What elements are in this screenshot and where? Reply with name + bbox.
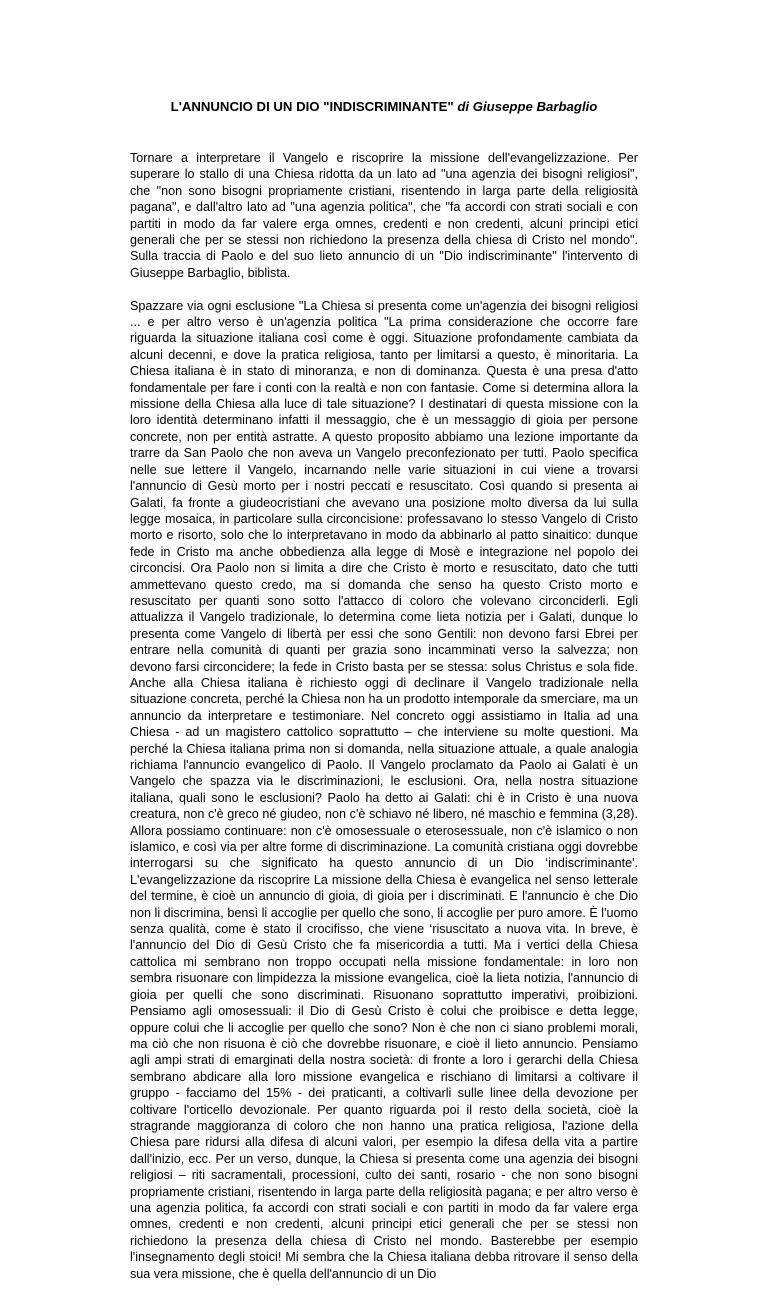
intro-paragraph: Tornare a interpretare il Vangelo e riscoprire la missione dell'evangelizzazione. Per superare lo stallo di una Chiesa ridotta da un lato ad "una agenzia dei bisogni religiosi", che "non sono bisogni propriamente cristiani, risentendo in larga parte della religiosità pagana", e dall'altro lato ad "una agenzia politica", che "fa accordi con strati sociali e con partiti in modo da far valere erga omnes, credenti e non credenti, alcuni principi etici generali che per se stessi non richiedono la presenza della chiesa di Cristo nel mondo". Sulla traccia di Paolo e del suo lieto annuncio di un "Dio indiscriminante" l'intervento di Giuseppe Barbaglio, biblista. bbox=[130, 151, 638, 280]
document-title: L'ANNUNCIO DI UN DIO "INDISCRIMINANTE" bbox=[170, 99, 454, 114]
article-body bbox=[130, 150, 638, 1298]
author-byline: di Giuseppe Barbaglio bbox=[457, 99, 598, 114]
body-paragraph: Spazzare via ogni esclusione "La Chiesa si presenta come un'agenzia dei bisogni religiosi ... e per altro verso è un'agenzia politica "La prima considerazione che occorre fare riguarda la situazione italiana così come è oggi. Situazione profondamente cambiata da alcuni decenni, e dove la pratica religiosa, tanto per limitarsi a questo, è minoritaria. La Chiesa italiana è in stato di minoranza, e non di dominanza. Questa è una presa d'atto fondamentale per fare i conti con la realtà e non con fantasie. Come si determina allora la missione della Chiesa alla luce di tale situazione? I destinatari di questa missione con la loro identità determinano infatti il messaggio, che è un messaggio di gioia per persone concrete, non per entità astratte. A questo proposito abbiamo una lezione importante da trarre da San Paolo che non aveva un Vangelo preconfezionato per tutti. Paolo specifica nelle sue lettere il Vangelo, incarnando nelle varie situazioni in cui viene a trovarsi l'annuncio di Gesù morto per i nostri peccati e resuscitato. Così quando si presenta ai Galati, fa fronte a giudeocristiani che avevano una posizione molto diversa da lui sulla legge mosaica, in particolare sulla circoncisione: professavano lo stesso Vangelo di Cristo morto e risorto, solo che lo interpretavano in modo da abbinarlo al patto sinaitico: dunque fede in Cristo ma anche obbedienza alla legge di Mosè e integrazione nel popolo dei circoncisi. Ora Paolo non si limita a dire che Cristo è morto e resuscitato, dato che tutti ammettevano questo credo, ma si domanda che senso ha questo Cristo morto e resuscitato per quanti sono sotto l'attacco di coloro che volevano circonciderli. Egli attualizza il Vangelo tradizionale, lo determina come lieta notizia per i Galati, dunque lo presenta come Vangelo di libertà per essi che sono Gentili: non devono farsi Ebrei per entrare nella comunità di quanti per grazia sono incamminati verso la salvezza; non devono farsi circoncidere; la fede in Cristo basta per se stessa: solus Christus e sola fide. Anche alla Chiesa italiana è richiesto oggi di declinare il Vangelo tradizionale nella situazione concreta, perché la Chiesa non ha un prodotto intemporale da smerciare, ma un annuncio da interpretare e testimoniare. Nel concreto oggi assistiamo in Italia ad una Chiesa - ad un magistero cattolico soprattutto – che interviene su molte questioni. Ma perché la Chiesa italiana prima non si domanda, nella situazione attuale, a quale analogia richiama l'annuncio evangelico di Paolo. Il Vangelo proclamato da Paolo ai Galati è un Vangelo che spazza via le discriminazioni, le esclusioni. Ora, nella nostra situazione italiana, quali sono le esclusioni? Paolo ha detto ai Galati: chi è in Cristo è una nuova creatura, non c'è greco né giudeo, non c'è schiavo né libero, né maschio e femmina (3,28). Allora possiamo continuare: non c'è omosessuale o eterosessuale, non c'è islamico o non islamico, e così via per altre forme di discriminazione. La comunità cristiana oggi dovrebbe interrogarsi su che significato ha questo annuncio di un Dio ‘indiscriminante'. L'evangelizzazione da riscoprire La missione della Chiesa è evangelica nel senso letterale del termine, è cioè un annuncio di gioia, di gioia per i discriminati. E l'annuncio è che Dio non li discrimina, bensì li accoglie per quello che sono, li accoglie per puro amore. È l'uomo senza qualità, come è stato il crocifisso, che viene ‘risuscitato a nuova vita. In breve, è l'annuncio del Dio di Gesù Cristo che fa misericordia a tutti. Ma i vertici della Chiesa cattolica mi sembrano non troppo occupati nella missione fondamentale: in loro non sembra risuonare con limpidezza la missione evangelica, cioè la lieta notizia, l'annuncio di gioia per quelli che sono discriminati. Risuonano soprattutto imperativi, proibizioni. Pensiamo agli omosessuali: il Dio di Gesù Cristo è colui che proibisce e detta legge, oppure colui che li accoglie per quello che sono? Non è che non ci siano problemi morali, ma ciò che non risuona è ciò che dovrebbe risuonare, e cioè il lieto annuncio. Pensiamo agli ampi strati di emarginati della nostra società: di fronte a loro i gerarchi della Chiesa sembrano abdicare alla loro missione evangelica e rischiano di limitarsi a coltivare il gruppo - facciamo del 15% - dei praticanti, a coltivarli sulle linee della devozione per coltivare l'orticello devozionale. Per quanto riguarda poi il resto della società, cioè la stragrande maggioranza di coloro che non hanno una pratica religiosa, l'azione della Chiesa pare ridursi alla difesa di alcuni valori, per esempio la difesa della vita a partire dall'inizio, ecc. Per un verso, dunque, la Chiesa si presenta come una agenzia dei bisogni religiosi – riti sacramentali, processioni, culto dei santi, rosario - che non sono bisogni propriamente cristiani, risentendo in larga parte della religiosità pagana; e per altro verso è una agenzia politica, fa accordi con strati sociali e con partiti in modo da far valere erga omnes, credenti e non credenti, alcuni principi etici generali che per se stessi non richiedono la presenza della chiesa di Cristo nel mondo. Basterebbe per esempio l'insegnamento degli stoici! Mi sembra che la Chiesa italiana debba ritrovare il senso della sua vera missione, che è quella dell'annuncio di un Dio bbox=[130, 298, 638, 1281]
document-title-line bbox=[0, 99, 768, 115]
